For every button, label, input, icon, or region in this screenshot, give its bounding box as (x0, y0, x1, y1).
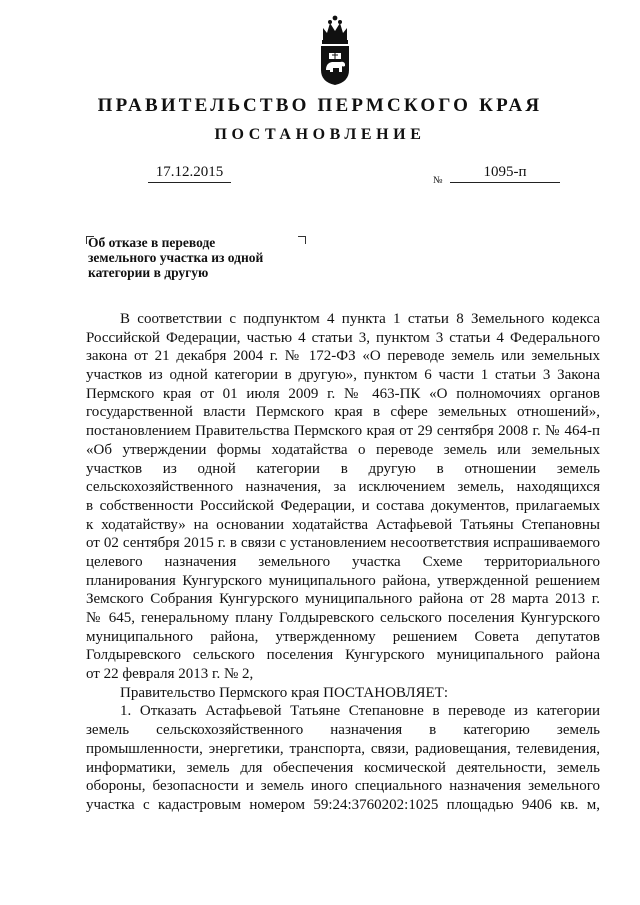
text-line: закона от 21 декабря 2004 г. № 172-ФЗ «О переводе земель или земельных (86, 348, 600, 365)
text-line: целевого назначения земельного участка Схеме территориального (86, 553, 600, 570)
text-line: земель сельскохозяйственного назначения в категорию земель (86, 722, 600, 739)
text-line: В соответствии с подпунктом 4 пункта 1 статьи 8 Земельного кодекса (120, 311, 600, 327)
document-date: 17.12.2015 (148, 163, 231, 183)
text-line: Российской Федерации, частью 4 статьи 3, пунктом 3 статьи 4 Федерального (86, 329, 600, 346)
document-body (86, 310, 600, 815)
organization-title: ПРАВИТЕЛЬСТВО ПЕРМСКОГО КРАЯ (97, 95, 543, 116)
text-line: 1. Отказать Астафьевой Татьяне Степановне в переводе из категории (120, 703, 600, 720)
text-line: участков из одной категории в другую в отношении земель (86, 460, 600, 477)
text-line: планирования Кунгурского муниципального района, утвержденной решением (86, 572, 600, 589)
text-line: сельскохозяйственного назначения, за исключением земель, находящихся (86, 479, 600, 496)
text-line: «Об утверждении формы ходатайства о переводе земель или земельных (86, 441, 600, 458)
document-subject (88, 235, 303, 280)
text-line: Правительство Пермского края ПОСТАНОВЛЯЕТ: (120, 684, 449, 701)
number-sign: № (433, 175, 443, 186)
text-line: участков из одной категории в другую», пунктом 6 части 1 статьи 3 Закона (86, 367, 600, 384)
text-line: постановлением Правительства Пермского края от 29 сентября 2008 г. № 464-п (86, 423, 600, 440)
paragraph-resolves (86, 684, 600, 703)
text-line: промышленности, энергетики, транспорта, связи, радиовещания, телевидения, (86, 740, 600, 757)
text-line: № 645, генеральному плану Голдыревского сельского поселения Кунгурского (86, 610, 600, 626)
text-line: информатики, земель для обеспечения космической деятельности, земель (86, 759, 600, 776)
text-line: в собственности Российской Федерации, и состава документов, прилагаемых (86, 497, 600, 514)
text-line: от 02 сентября 2015 г. в связи с установлением несоответствия испрашиваемого (86, 535, 600, 552)
subject-line: Об отказе в переводе (88, 235, 216, 250)
coat-of-arms-icon (318, 14, 352, 86)
paragraph-preamble (86, 310, 600, 684)
text-line: Пермского края от 01 июля 2009 г. № 463-ПК «О полномочиях органов (86, 385, 600, 402)
text-line: обороны, безопасности и земель иного специального назначения земельного (86, 778, 600, 795)
text-line: Голдыревского сельского поселения Кунгурского муниципального района (86, 647, 600, 664)
document-number: 1095-п (450, 163, 560, 183)
paragraph-item-1 (86, 702, 600, 814)
text-line: государственной власти Пермского края в сфере земельных отношений», (86, 404, 600, 421)
subject-line: категории в другую (88, 265, 209, 280)
text-line: муниципального района, утвержденному решением Совета депутатов (86, 628, 600, 645)
text-line: участка с кадастровым номером 59:24:3760202:1025 площадью 9406 кв. м, (86, 796, 600, 813)
subject-line: земельного участка из одной (88, 250, 264, 265)
text-line: от 22 февраля 2013 г. № 2, (86, 666, 254, 683)
document-type-title: ПОСТАНОВЛЕНИЕ (214, 126, 426, 143)
text-line: к ходатайству» на основании ходатайства Астафьевой Татьяны Степановны (86, 516, 600, 533)
text-line: Земского Собрания Кунгурского муниципального района от 28 марта 2013 г. (86, 591, 600, 608)
